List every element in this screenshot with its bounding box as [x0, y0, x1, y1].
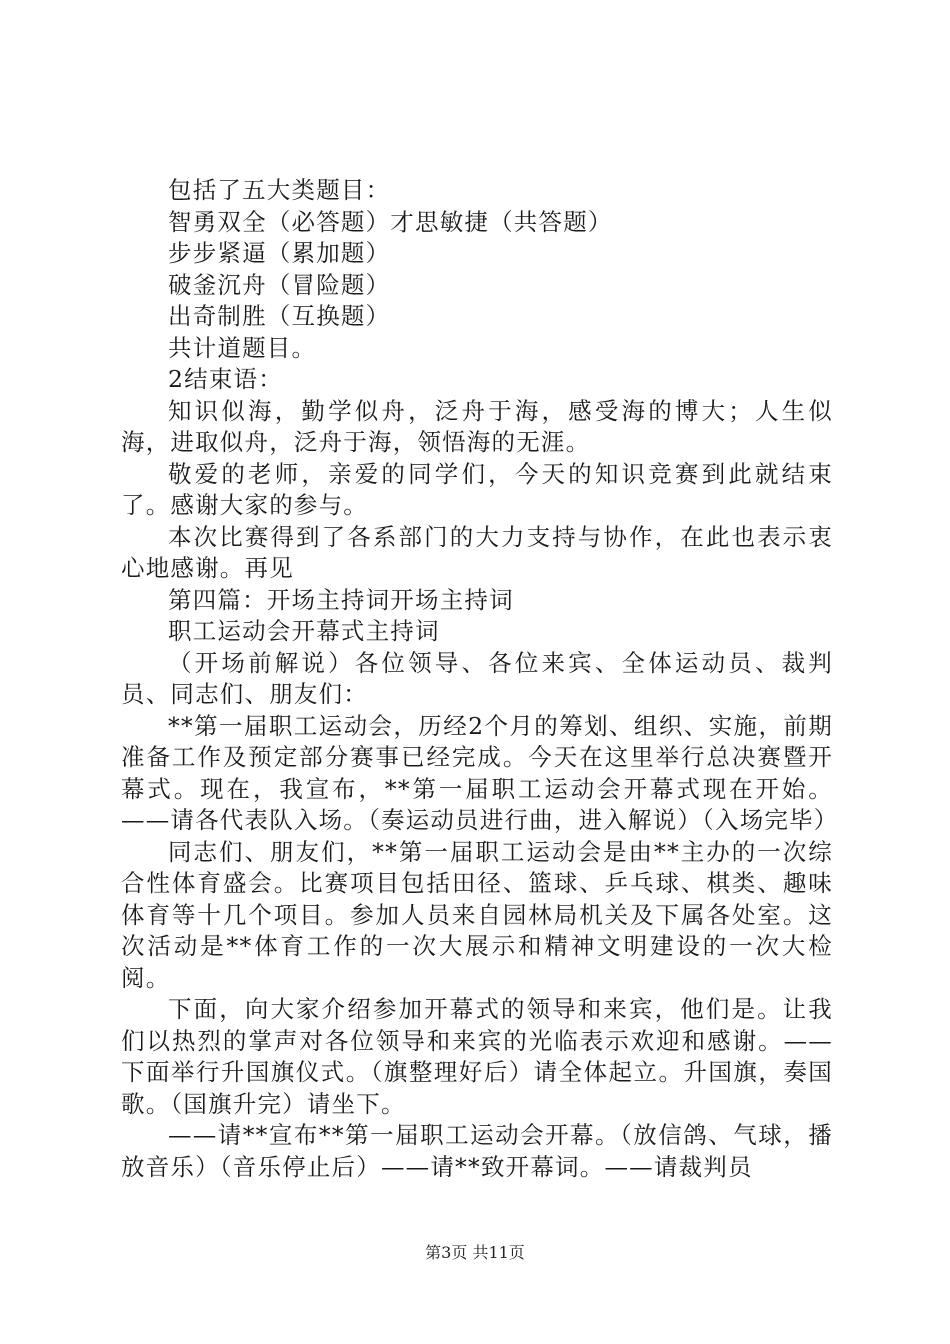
- paragraph-total-questions: 共计道题目。: [168, 333, 317, 362]
- paragraph-introductions: 下面，向大家介绍参加开幕式的领导和来宾，他们是。让我们以热烈的掌声对各位领导和来宾的光临表示欢迎和感谢。——下面举行升国旗仪式。（旗整理好后）请全体起立。升国旗，奏国歌。（国旗升完）请坐下。: [121, 995, 833, 1118]
- paragraph-knowledge-sea: 知识似海，勤学似舟，泛舟于海，感受海的博大；人生似海，进取似舟，泛舟于海，领悟海的无涯。: [121, 396, 833, 456]
- page-number-footer: 第3页 共11页: [425, 1243, 525, 1262]
- paragraph-closing-heading: 2结束语：: [168, 365, 283, 393]
- paragraph-category-1-2: 智勇双全（必答题）才思敏捷（共答题）: [168, 207, 613, 236]
- paragraph-category-3: 步步紧逼（累加题）: [168, 239, 391, 267]
- paragraph-category-5: 出奇制胜（互换题）: [168, 302, 391, 330]
- paragraph-question-categories: 包括了五大类题目：: [168, 176, 391, 204]
- paragraph-thanks-departments: 本次比赛得到了各系部门的大力支持与协作，在此也表示衷心地感谢。再见: [121, 522, 833, 582]
- paragraph-event-overview: 同志们、朋友们，**第一届职工运动会是由**主办的一次综合性体育盛会。比赛项目包括田径、篮球、乒乓球、棋类、趣味体育等十几个项目。参加人员来自园林局机关及下属各处室。这次活动是**体育工作的一次大展示和精神文明建设的一次大检阅。: [121, 837, 833, 992]
- section-subheading-opening: 职工运动会开幕式主持词: [168, 617, 440, 645]
- paragraph-category-4: 破釜沉舟（冒险题）: [168, 270, 391, 299]
- paragraph-opening-ceremony: ——请**宣布**第一届职工运动会开幕。（放信鸽、气球，播放音乐）（音乐停止后）——请**致开幕词。——请裁判员: [121, 1121, 833, 1181]
- paragraph-announcement: **第一届职工运动会，历经2个月的筹划、组织、实施，前期准备工作及预定部分赛事已经完成。今天在这里举行总决赛暨开幕式。现在，我宣布，**第一届职工运动会开幕式现在开始。——请各代表队入场。（奏运动员进行曲，进入解说）（入场完毕）: [121, 711, 839, 834]
- paragraph-greeting: （开场前解说）各位领导、各位来宾、全体运动员、裁判员、同志们、朋友们：: [121, 648, 833, 708]
- section-heading-part-four: 第四篇：开场主持词开场主持词: [168, 585, 514, 614]
- paragraph-thanks-teachers: 敬爱的老师，亲爱的同学们，今天的知识竞赛到此就结束了。感谢大家的参与。: [121, 459, 833, 519]
- document-body: [121, 175, 839, 1183]
